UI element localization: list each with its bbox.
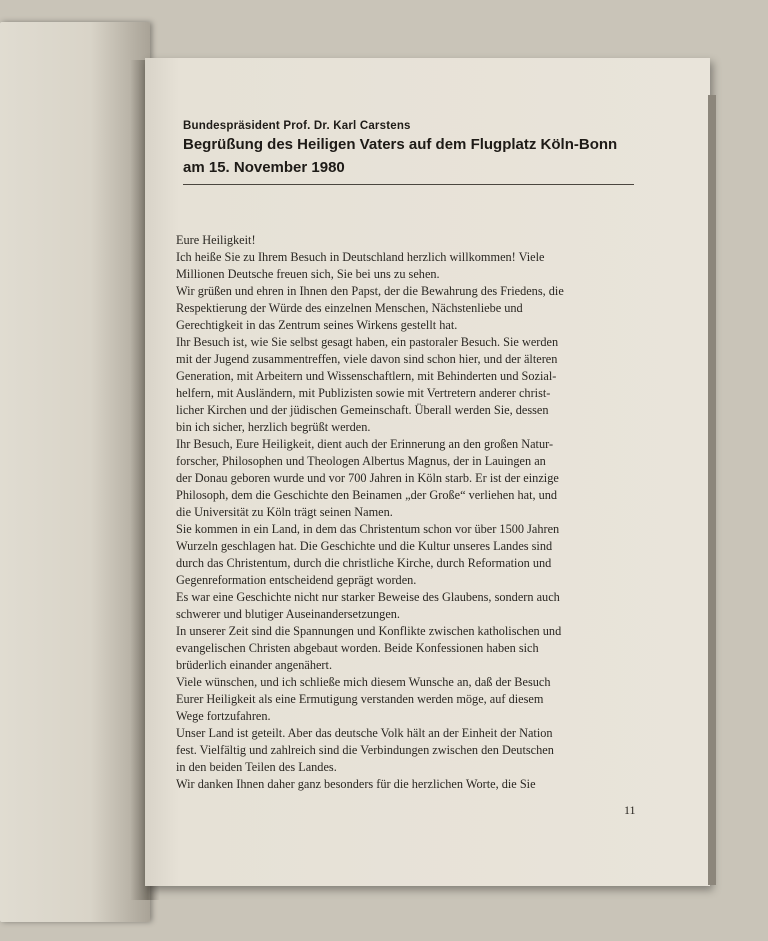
text-line: mit der Jugend zusammentreffen, viele davon sind schon hier, und der älteren	[176, 352, 558, 366]
body-text	[176, 232, 640, 793]
text-line: forscher, Philosophen und Theologen Albertus Magnus, der in Lauingen an	[176, 454, 546, 468]
text-line: Wir grüßen und ehren in Ihnen den Papst, der die Bewahrung des Friedens, die	[176, 284, 564, 298]
page-header	[183, 120, 643, 178]
page-edge-shadow	[708, 95, 716, 885]
text-line: Sie kommen in ein Land, in dem das Christentum schon vor über 1500 Jahren	[176, 522, 560, 536]
text-line: bin ich sicher, herzlich begrüßt werden.	[176, 420, 371, 434]
text-line: Es war eine Geschichte nicht nur starker Beweise des Glaubens, sondern auch	[176, 590, 560, 604]
text-line: Wurzeln geschlagen hat. Die Geschichte und die Kultur unseres Landes sind	[176, 539, 553, 553]
text-line: Wege fortzufahren.	[176, 709, 271, 723]
header-rule	[183, 184, 634, 185]
text-line: Eure Heiligkeit!	[176, 233, 256, 247]
text-line: evangelischen Christen abgebaut worden. Beide Konfessionen haben sich	[176, 641, 539, 655]
text-line: Eurer Heiligkeit als eine Ermutigung verstanden werden möge, auf diesem	[176, 692, 544, 706]
text-line: Millionen Deutsche freuen sich, Sie bei uns zu sehen.	[176, 267, 440, 281]
page-number: 11	[624, 803, 636, 817]
title-line-1: Begrüßung des Heiligen Vaters auf dem Flugplatz Köln-Bonn	[183, 136, 618, 153]
text-line: In unserer Zeit sind die Spannungen und Konflikte zwischen katholischen und	[176, 624, 562, 638]
text-line: Ihr Besuch, Eure Heiligkeit, dient auch der Erinnerung an den großen Natur-	[176, 437, 554, 451]
text-line: licher Kirchen und der jüdischen Gemeinschaft. Überall werden Sie, dessen	[176, 403, 549, 417]
title-line-2: am 15. November 1980	[183, 159, 345, 176]
text-line: Ihr Besuch ist, wie Sie selbst gesagt haben, ein pastoraler Besuch. Sie werden	[176, 335, 559, 349]
text-line: Unser Land ist geteilt. Aber das deutsche Volk hält an der Einheit der Nation	[176, 726, 553, 740]
author-line: Bundespräsident Prof. Dr. Karl Carstens	[183, 120, 411, 132]
text-line: schwerer und blutiger Auseinandersetzungen.	[176, 607, 401, 621]
text-line: Philosoph, dem die Geschichte den Beinamen „der Große“ verliehen hat, und	[176, 488, 558, 502]
text-line: Respektierung der Würde des einzelnen Menschen, Nächstenliebe und	[176, 301, 523, 315]
text-line: die Universität zu Köln trägt seinen Namen.	[176, 505, 393, 519]
text-line: Generation, mit Arbeitern und Wissenschaftlern, mit Behinderten und Sozial-	[176, 369, 557, 383]
text-line: Ich heiße Sie zu Ihrem Besuch in Deutschland herzlich willkommen! Viele	[176, 250, 545, 264]
text-line: der Donau geboren wurde und vor 700 Jahren in Köln starb. Er ist der einzige	[176, 471, 559, 485]
text-line: in den beiden Teilen des Landes.	[176, 760, 337, 774]
text-line: Viele wünschen, und ich schließe mich diesem Wunsche an, daß der Besuch	[176, 675, 551, 689]
text-line: Gegenreformation entscheidend geprägt worden.	[176, 573, 417, 587]
text-line: helfern, mit Ausländern, mit Publizisten sowie mit Vertretern anderer christ-	[176, 386, 551, 400]
text-line: Gerechtigkeit in das Zentrum seines Wirkens gestellt hat.	[176, 318, 458, 332]
left-page	[0, 22, 150, 922]
text-line: durch das Christentum, durch die christliche Kirche, durch Reformation und	[176, 556, 552, 570]
text-line: Wir danken Ihnen daher ganz besonders für die herzlichen Worte, die Sie	[176, 777, 536, 791]
text-line: brüderlich einander angenähert.	[176, 658, 333, 672]
text-line: fest. Vielfältig und zahlreich sind die Verbindungen zwischen den Deutschen	[176, 743, 554, 757]
